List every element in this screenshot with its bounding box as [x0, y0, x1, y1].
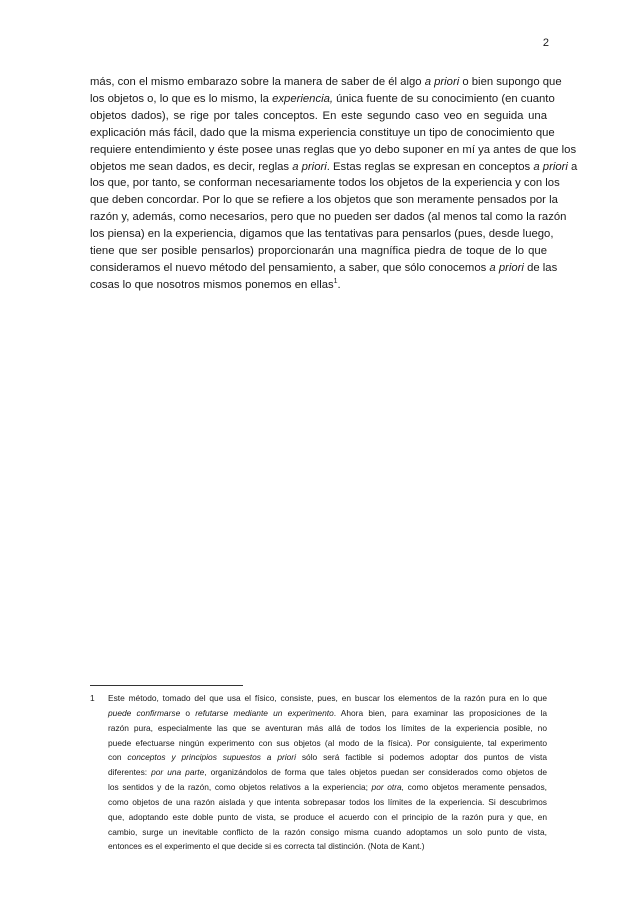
- body-line: los objetos o, lo que es lo mismo, la experiencia, única fuente de su conocimiento (en cuanto: [90, 92, 555, 105]
- body-line: requiere entendimiento y éste posee unas reglas que yo debo suponer en mí ya antes de que los: [90, 143, 577, 156]
- body-line: los que, por tanto, se conforman necesariamente todos los objetos de la experiencia y con los: [90, 177, 560, 190]
- body-line: los piensa) en la experiencia, digamos que las tentativas para pensarlos (pues, desde luego,: [90, 228, 554, 241]
- body-line: explicación más fácil, dado que la misma experiencia constituye un tipo de conocimiento que: [90, 126, 555, 139]
- body-line: consideramos el nuevo método del pensamiento, a saber, que sólo conocemos a priori de las: [90, 261, 558, 274]
- body-line: que deben concordar. Por lo que se refiere a los objetos que son meramente pensados por la: [90, 194, 558, 207]
- footnote-line: los sentidos y de la razón, como objetos relativos a la experiencia; por otra, como objetos meramente pensados,: [108, 782, 547, 793]
- body-paragraph: [90, 74, 578, 294]
- footnote-line: con conceptos y principios supuestos a priori sólo será factible si podemos adoptar dos puntos de vista: [108, 752, 547, 763]
- footnote-line: como objetos de una razón aislada y que intenta sobrepasar todos los límites de la experiencia. Si descubrimos: [108, 796, 547, 807]
- footnote-line: que, adoptando este doble punto de vista, se produce el acuerdo con el principio de la razón pura y que, en: [108, 811, 547, 822]
- footnote: [90, 691, 547, 854]
- footnote-line: Este método, tomado del que usa el físico, consiste, pues, en buscar los elementos de la razón pura en lo que: [108, 693, 547, 703]
- body-line: objetos dados), se rige por tales conceptos. En este segundo caso veo en seguida una: [90, 109, 547, 122]
- body-line: tiene que ser posible pensarlos) proporcionarán una magnífica piedra de toque de lo que: [90, 245, 547, 258]
- body-line: más, con el mismo embarazo sobre la manera de saber de él algo a priori o bien supongo que: [90, 76, 562, 88]
- footnote-line: puede confirmarse o refutarse mediante un experimento. Ahora bien, para examinar las proposiciones de la: [108, 707, 548, 718]
- page-number: 2: [542, 37, 549, 49]
- footnote-line: diferentes: por una parte, organizándolos de forma que tales objetos puedan ser considerados como objetos de: [108, 767, 547, 778]
- footnote-marker: 1: [90, 693, 95, 703]
- footnote-line: entonces es el experimento el que decide si es correcta tal distinción. (Nota de Kant.): [108, 841, 425, 852]
- footnote-line: razón pura, especialmente las que se aventuran más allá de todos los límites de la experiencia posible, no: [108, 722, 547, 733]
- body-line: razón y, además, como necesarios, pero que no pueden ser dados (al menos tal como la razón: [90, 211, 567, 224]
- body-line: cosas lo que nosotros mismos ponemos en ellas$^1$.: [90, 278, 341, 291]
- body-line: objetos me sean dados, es decir, reglas a priori. Estas reglas se expresan en conceptos a priori a: [90, 160, 578, 173]
- footnote-line: cambio, surge un inevitable conflicto de la razón consigo misma cuando adoptamos un solo punto de vista,: [108, 826, 547, 837]
- footnote-line: puede efectuarse ningún experimento con sus objetos (al modo de la física). Por consiguiente, tal experimento: [108, 737, 547, 748]
- footnote-separator: [90, 685, 243, 686]
